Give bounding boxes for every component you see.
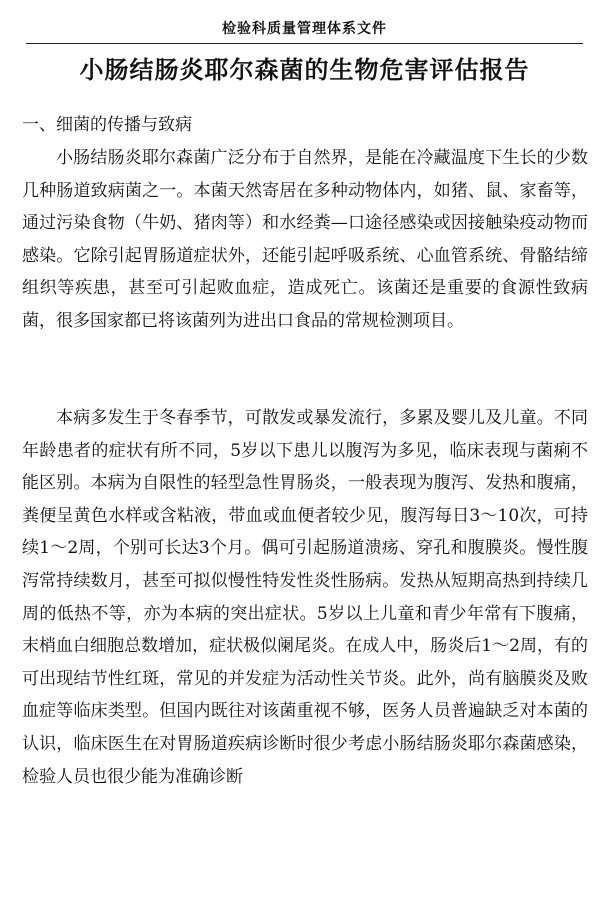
paragraph-symptoms: 本病多发生于冬春季节，可散发或暴发流行，多累及婴儿及儿童。不同年龄患者的症状有所不同，5岁以下患儿以腹泻为多见，临床表现与菌痢不能区别。本病为自限性的轻型急性胃肠炎，一般表现为腹泻、发热和腹痛，粪便呈黄色水样或含粘液，带血或血便者较少见，腹泻每日3～10次，可持续1～2周，个别可长达3个月。偶可引起肠道溃疡、穿孔和腹膜炎。慢性腹泻常持续数月，甚至可拟似慢性特发性炎性肠病。发热从短期高热到持续几周的低热不等，亦为本病的突出症状。5岁以上儿童和青少年常有下腹痛，末梢血白细胞总数增加，症状极似阑尾炎。在成人中，肠炎后1～2周，有的可出现结节性红斑，常见的并发症为活动性关节炎。此外，尚有脑膜炎及败血症等临床类型。但国内既往对该菌重视不够，医务人员普遍缺乏对本菌的认识，临床医生在对胃肠道疾病诊断时很少考虑小肠结肠炎耶尔森菌感染，检验人员也很少能为准确诊断: [22, 408, 588, 787]
section-heading: 一、细菌的传播与致病: [22, 115, 192, 135]
header-divider: [26, 43, 583, 44]
running-header: 检验科质量管理体系文件: [222, 21, 387, 37]
paragraph-transmission: 小肠结肠炎耶尔森菌广泛分布于自然界，是能在冷藏温度下生长的少数几种肠道致病菌之一。本菌天然寄居在多种动物体内，如猪、鼠、家畜等，通过污染食物（牛奶、猪肉等）和水经粪—口途径感染或因接触染疫动物而感染。它除引起胃肠道症状外，还能引起呼吸系统、心血管系统、骨骼结缔组织等疾患，甚至可引起败血症，造成死亡。该菌还是重要的食源性致病菌，很多国家都已将该菌列为进出口食品的常规检测项目。: [22, 148, 588, 331]
document-title: 小肠结肠炎耶尔森菌的生物危害评估报告: [79, 56, 530, 84]
